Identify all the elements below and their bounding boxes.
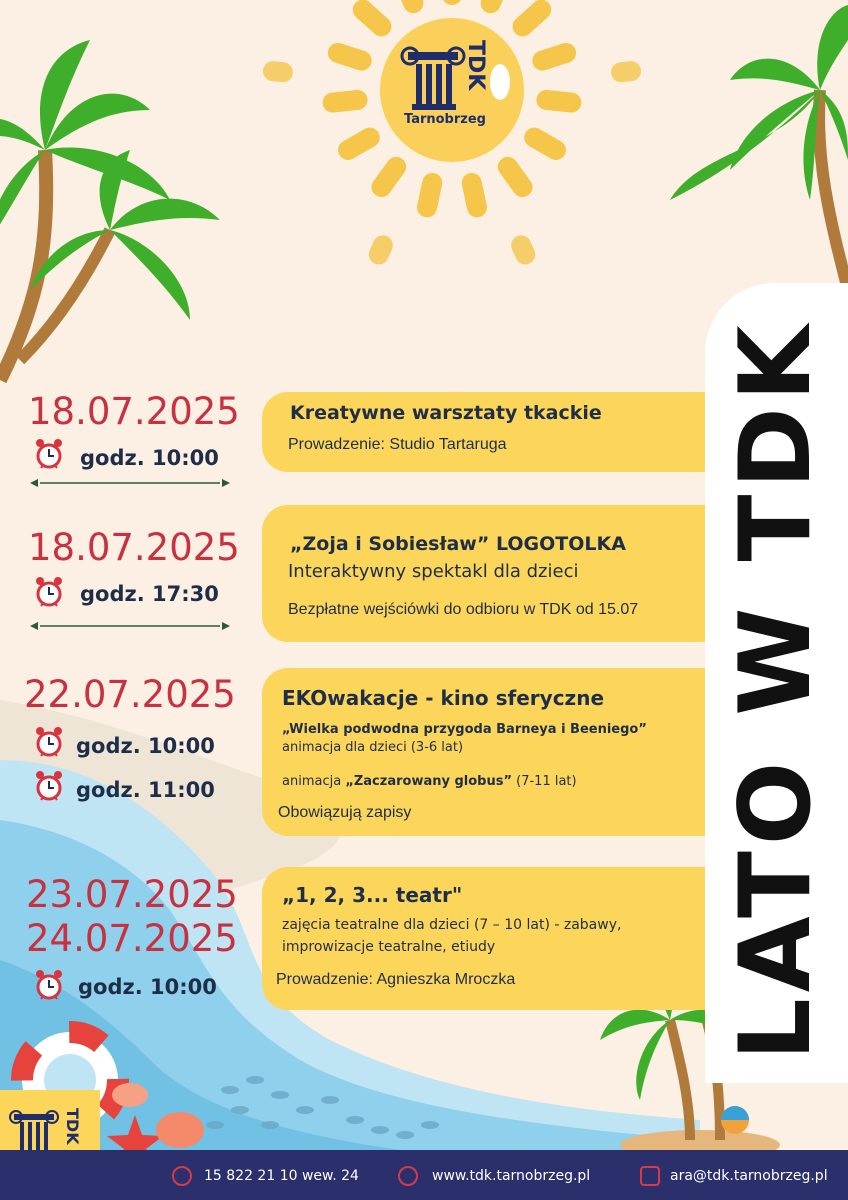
divider-ornament	[30, 620, 230, 632]
event-lead: Prowadzenie: Agnieszka Mroczka	[276, 971, 516, 988]
event-time: godz. 10:00	[78, 975, 217, 999]
film-prefix: animacja	[282, 774, 346, 789]
event-date: 18.07.2025	[28, 390, 240, 433]
event-line: Bezpłatne wejściówki do odbioru w TDK od 15.07	[288, 601, 639, 618]
logo-letters: TDK	[463, 40, 488, 91]
film-title: „Wielka podwodna przygoda Barneya i Beeniego”	[282, 722, 647, 737]
event-date: 24.07.2025	[26, 917, 238, 960]
event-time: godz. 17:30	[80, 582, 219, 606]
event-line: improwizacje teatralne, etiudy	[282, 939, 496, 955]
event-card	[262, 668, 705, 836]
event-date: 18.07.2025	[28, 526, 240, 569]
logo-letters: TDK	[63, 1108, 82, 1145]
event-title: Kreatywne warsztaty tkackie	[290, 402, 602, 424]
alarm-clock-icon	[34, 968, 64, 1002]
alarm-clock-icon	[34, 769, 64, 803]
film-line	[282, 774, 577, 789]
event-subtitle: Interaktywny spektakl dla dzieci	[288, 561, 579, 582]
event-card	[262, 392, 705, 472]
event-line: zajęcia teatralne dla dzieci (7 – 10 lat) - zabawy,	[282, 917, 622, 933]
alarm-clock-icon	[34, 575, 64, 609]
website-link[interactable]: www.tdk.tarnobrzeg.pl	[432, 1168, 591, 1184]
phone-number[interactable]: 15 822 21 10 wew. 24	[204, 1168, 359, 1184]
event-line: Prowadzenie: Studio Tartaruga	[288, 436, 507, 453]
palm-tree-icon	[0, 40, 220, 380]
logo-city: Tarnobrzeg	[404, 112, 486, 127]
film-age: (7-11 lat)	[512, 774, 577, 789]
phone-icon	[172, 1166, 192, 1186]
email-link[interactable]: ara@tdk.tarnobrzeg.pl	[670, 1168, 828, 1184]
mail-icon	[640, 1166, 660, 1186]
event-note: Obowiązują zapisy	[278, 804, 412, 821]
film-description: animacja dla dzieci (3-6 lat)	[282, 740, 464, 755]
palm-tree-icon	[670, 5, 848, 290]
alarm-clock-icon	[34, 725, 64, 759]
sun-logo	[392, 30, 512, 130]
event-card	[262, 505, 705, 642]
globe-icon	[398, 1166, 418, 1186]
banner-title: LATO W TDK	[719, 319, 833, 1061]
event-title: „1, 2, 3... teatr"	[282, 883, 463, 907]
divider-ornament	[30, 477, 230, 489]
film-title: „Zaczarowany globus”	[345, 774, 513, 789]
event-title: „Zoja i Sobiesław” LOGOTOLKA	[290, 533, 626, 555]
alarm-clock-icon	[34, 437, 64, 471]
event-card	[262, 867, 705, 1010]
event-title: EKOwakacje - kino sferyczne	[282, 686, 605, 710]
event-time: godz. 10:00	[80, 446, 219, 470]
event-date: 23.07.2025	[26, 873, 238, 916]
event-date: 22.07.2025	[24, 673, 236, 716]
event-time: godz. 11:00	[76, 778, 215, 802]
event-time: godz. 10:00	[76, 734, 215, 758]
